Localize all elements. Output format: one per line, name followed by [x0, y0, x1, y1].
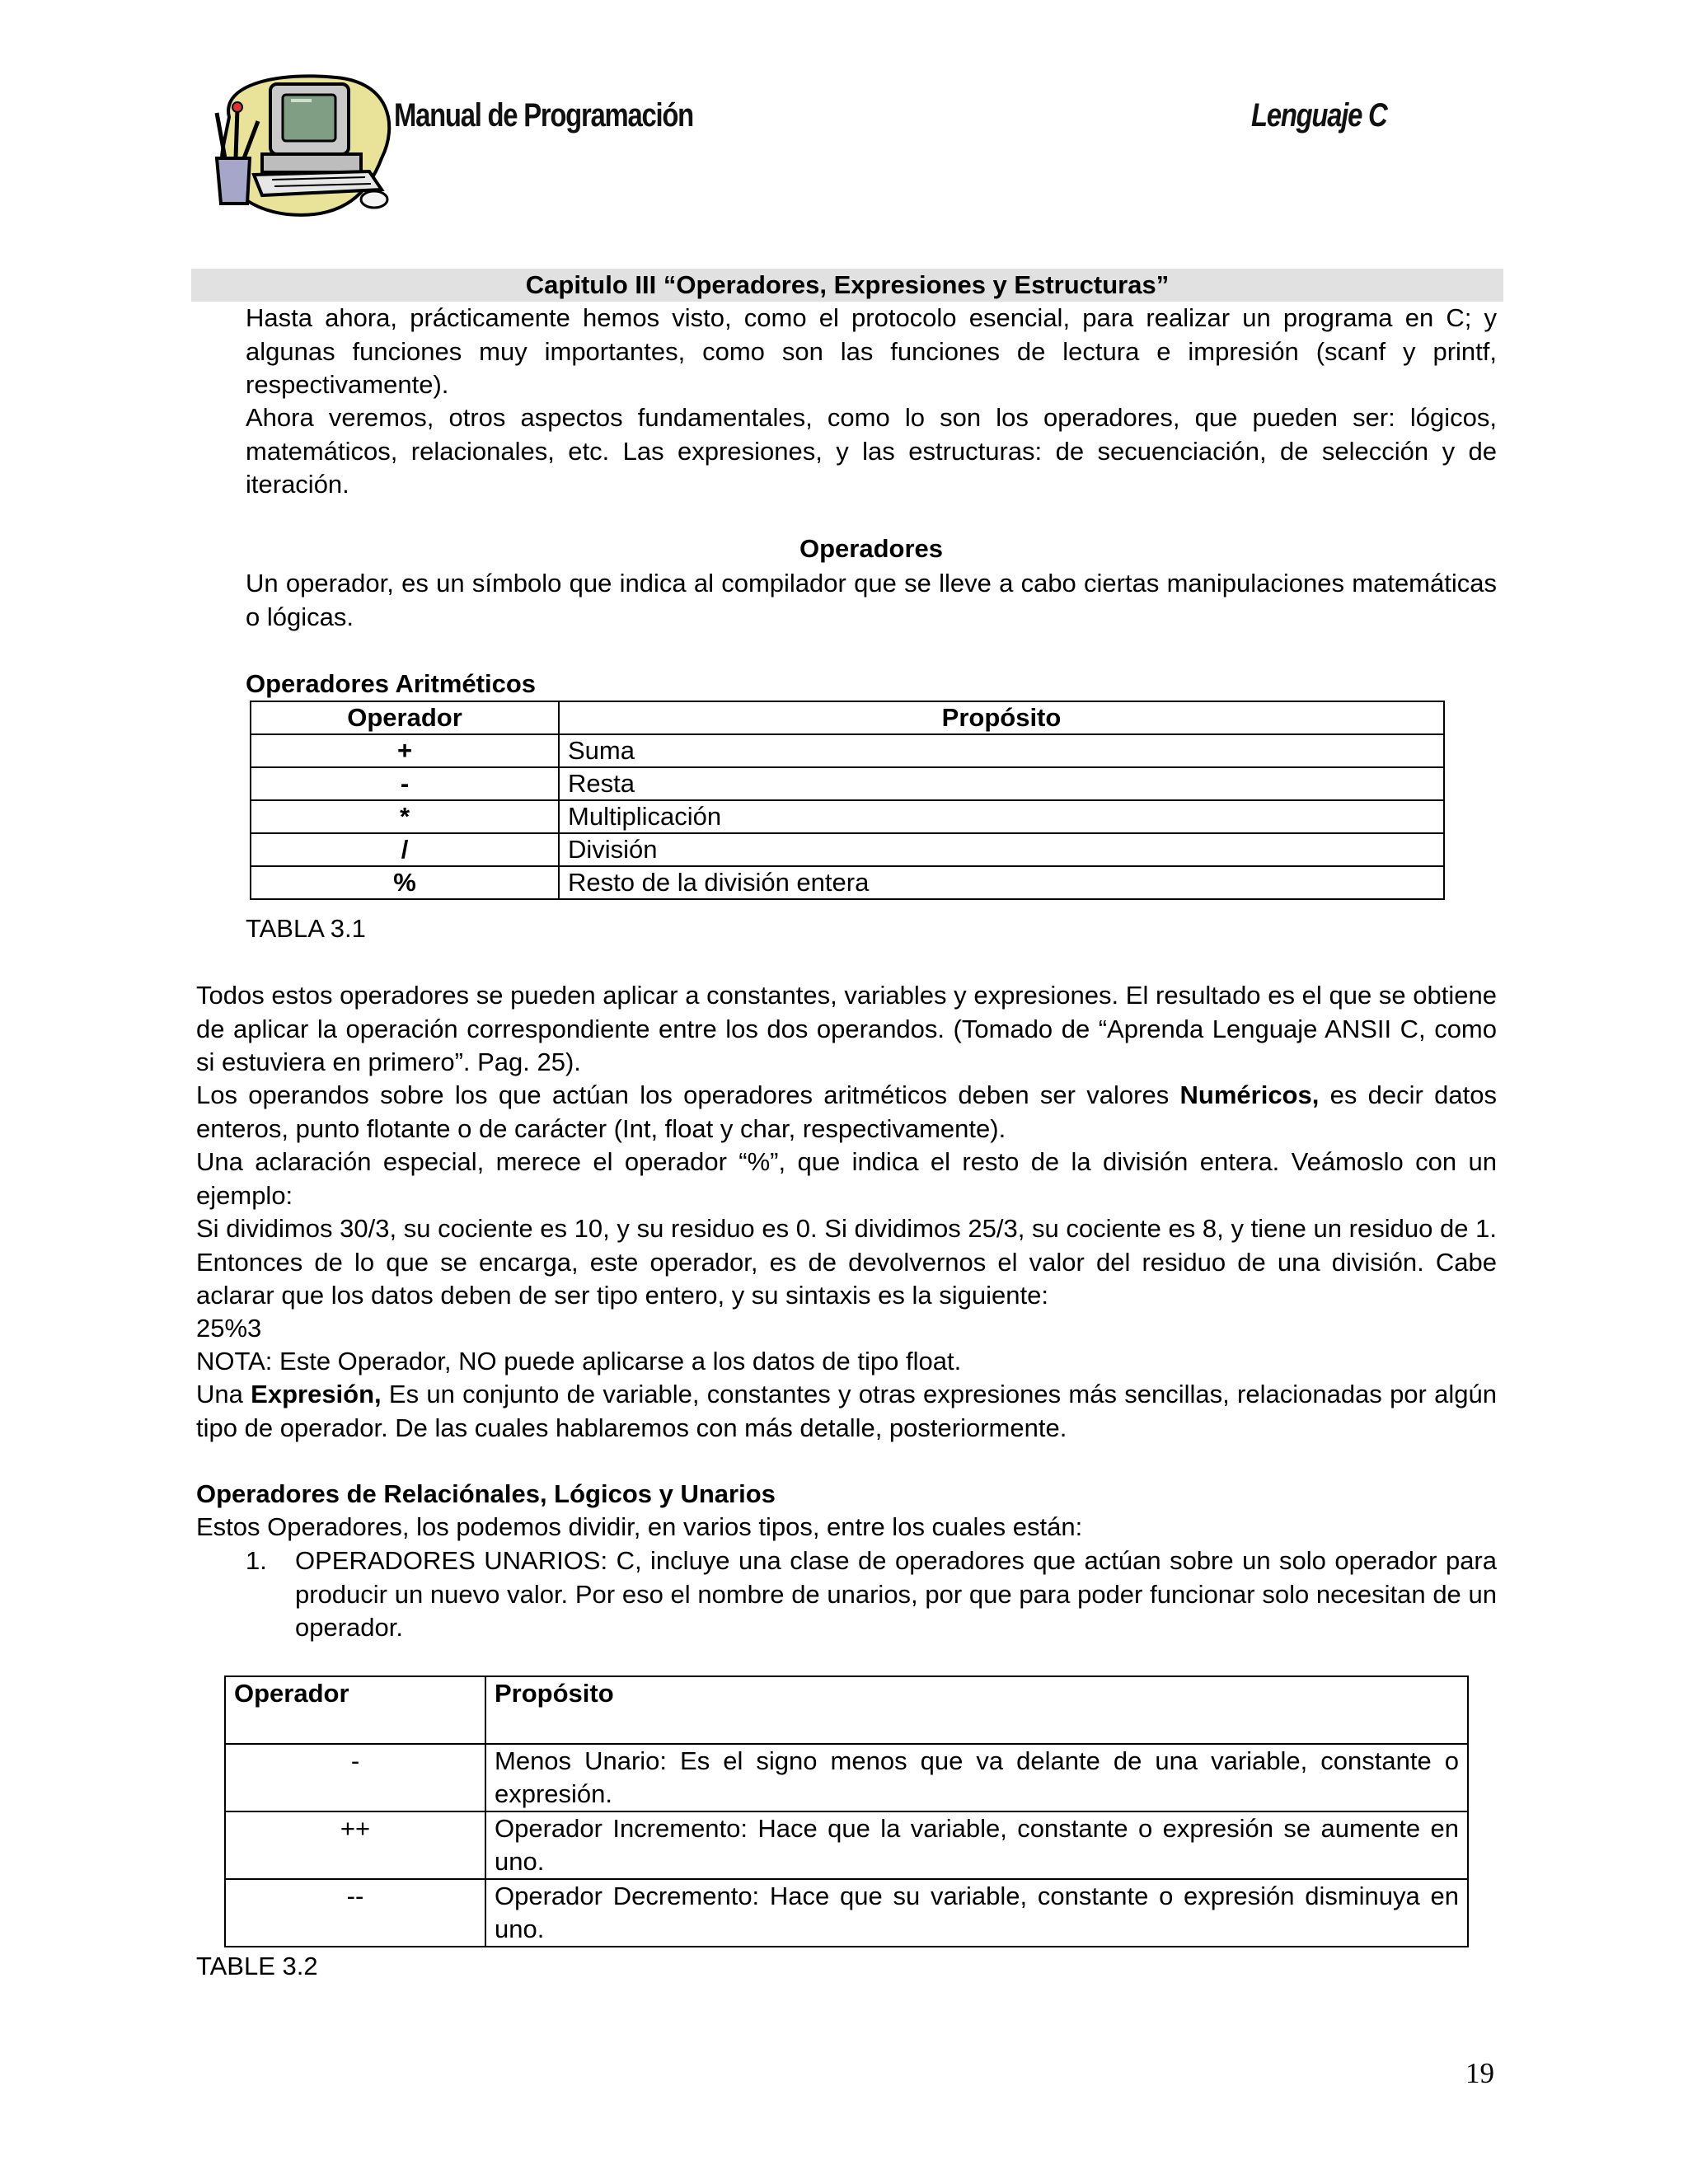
body-paragraph-7-text-b: Es un conjunto de variable, constantes y otras expresiones más sencillas, relacionadas por algún tipo de operador. De las cuales hablaremos con más detalle, posteriormente. [196, 1380, 1497, 1442]
purpose-cell: División [559, 833, 1444, 866]
body-syntax-example: 25%3 [196, 1314, 262, 1343]
header-title: Manual de Programación [394, 97, 693, 134]
purpose-cell: Resto de la división entera [559, 866, 1444, 899]
arithmetic-operators-table [250, 701, 1445, 900]
purpose-cell: Menos Unario: Es el signo menos que va delante de una variable, constante o expresión. [485, 1744, 1468, 1811]
column-header-proposito: Propósito [485, 1676, 1468, 1744]
list-item-number: 1. [246, 1546, 267, 1575]
table-row [251, 833, 1444, 866]
body-paragraph-7 [196, 1378, 1497, 1445]
table-caption-3-1: TABLA 3.1 [246, 914, 366, 943]
table-row [251, 734, 1444, 767]
intro-paragraph-1: Hasta ahora, prácticamente hemos visto, como el protocolo esencial, para realizar un programa en C; y algunas funciones muy importantes, como son las funciones de lectura e impresión (scanf y printf, respectivamente). [246, 303, 1497, 399]
page-number: 19 [1465, 2057, 1494, 2089]
operator-cell: + [251, 734, 559, 767]
header-subtitle: Lenguaje C [1251, 97, 1387, 134]
body-paragraph-4: Si dividimos 30/3, su cociente es 10, y su residuo es 0. Si dividimos 25/3, su cociente es 8, y tiene un residuo de 1. Entonces de lo que se encarga, este operador, es de devolvernos el valor del residuo de una división. Cabe aclarar que los datos deben de ser tipo entero, y su sintaxis es la siguiente: [196, 1214, 1497, 1310]
purpose-cell: Operador Incremento: Hace que la variable, constante o expresión se aumente en uno. [485, 1811, 1468, 1879]
unary-operators-table [224, 1675, 1469, 1947]
list-item-unarios: OPERADORES UNARIOS: C, incluye una clase de operadores que actúan sobre un solo operador para producir un nuevo valor. Por eso el nombre de unarios, por que para poder funcionar solo necesitan de un operador. [295, 1546, 1497, 1642]
operadores-paragraph: Un operador, es un símbolo que indica al compilador que se lleve a cabo ciertas manipulaciones matemáticas o lógicas. [246, 569, 1497, 631]
column-header-proposito: Propósito [559, 701, 1444, 734]
body-paragraph-2-text-a: Los operandos sobre los que actúan los operadores aritméticos deben ser valores [196, 1080, 1180, 1109]
body-paragraph-1: Todos estos operadores se pueden aplicar a constantes, variables y expresiones. El resultado es el que se obtiene de aplicar la operación correspondiente entre los dos operandos. (Tomado de “Aprenda Lenguaje ANSII C, como si estuviera en primero”. Pag. 25). [196, 981, 1497, 1076]
table-header-row [225, 1676, 1468, 1744]
table-caption-3-2: TABLE 3.2 [196, 1952, 318, 1980]
purpose-cell: Suma [559, 734, 1444, 767]
computer-clipart-icon [213, 68, 402, 224]
operator-cell: * [251, 800, 559, 833]
table-row [251, 800, 1444, 833]
body-paragraph-7-text-a: Una [196, 1380, 251, 1408]
body-paragraph-7-bold: Expresión, [251, 1380, 382, 1408]
table-row [225, 1744, 1468, 1811]
body-paragraph-3: Una aclaración especial, merece el operador “%”, que indica el resto de la división entera. Veámoslo con un ejemplo: [196, 1147, 1497, 1210]
operator-cell: -- [225, 1879, 485, 1947]
body-note: NOTA: Este Operador, NO puede aplicarse a los datos de tipo float. [196, 1347, 962, 1376]
relacionales-paragraph: Estos Operadores, los podemos dividir, en varios tipos, entre los cuales están: [196, 1512, 1083, 1541]
operator-cell: - [225, 1744, 485, 1811]
table-row [225, 1879, 1468, 1947]
table-row [225, 1811, 1468, 1879]
column-header-operador: Operador [225, 1676, 485, 1744]
body-paragraph-2-text-b: es decir datos enteros, punto flotante o de carácter (Int, float y char, respectivamente). [196, 1080, 1498, 1143]
section-heading-operadores: Operadores [799, 534, 943, 563]
operator-cell: - [251, 767, 559, 800]
table-row [251, 866, 1444, 899]
chapter-title: Capitulo III “Operadores, Expresiones y Estructuras” [191, 269, 1503, 302]
operator-cell: % [251, 866, 559, 899]
table-header-row [251, 701, 1444, 734]
body-paragraph-2 [196, 1079, 1497, 1146]
operator-cell: / [251, 833, 559, 866]
column-header-operador: Operador [251, 701, 559, 734]
purpose-cell: Resta [559, 767, 1444, 800]
section-heading-aritmeticos: Operadores Aritméticos [246, 669, 537, 698]
operator-cell: ++ [225, 1811, 485, 1879]
body-paragraph-2-bold: Numéricos, [1179, 1080, 1320, 1109]
purpose-cell: Multiplicación [559, 800, 1444, 833]
table-row [251, 767, 1444, 800]
purpose-cell: Operador Decremento: Hace que su variable, constante o expresión disminuya en uno. [485, 1879, 1468, 1947]
section-heading-relacionales: Operadores de Relaciónales, Lógicos y Unarios [196, 1479, 776, 1508]
intro-paragraph-2: Ahora veremos, otros aspectos fundamentales, como lo son los operadores, que pueden ser: lógicos, matemáticos, relacionales, etc. Las expresiones, y las estructuras: de secuenciación, de selección y de iteración. [246, 403, 1497, 499]
